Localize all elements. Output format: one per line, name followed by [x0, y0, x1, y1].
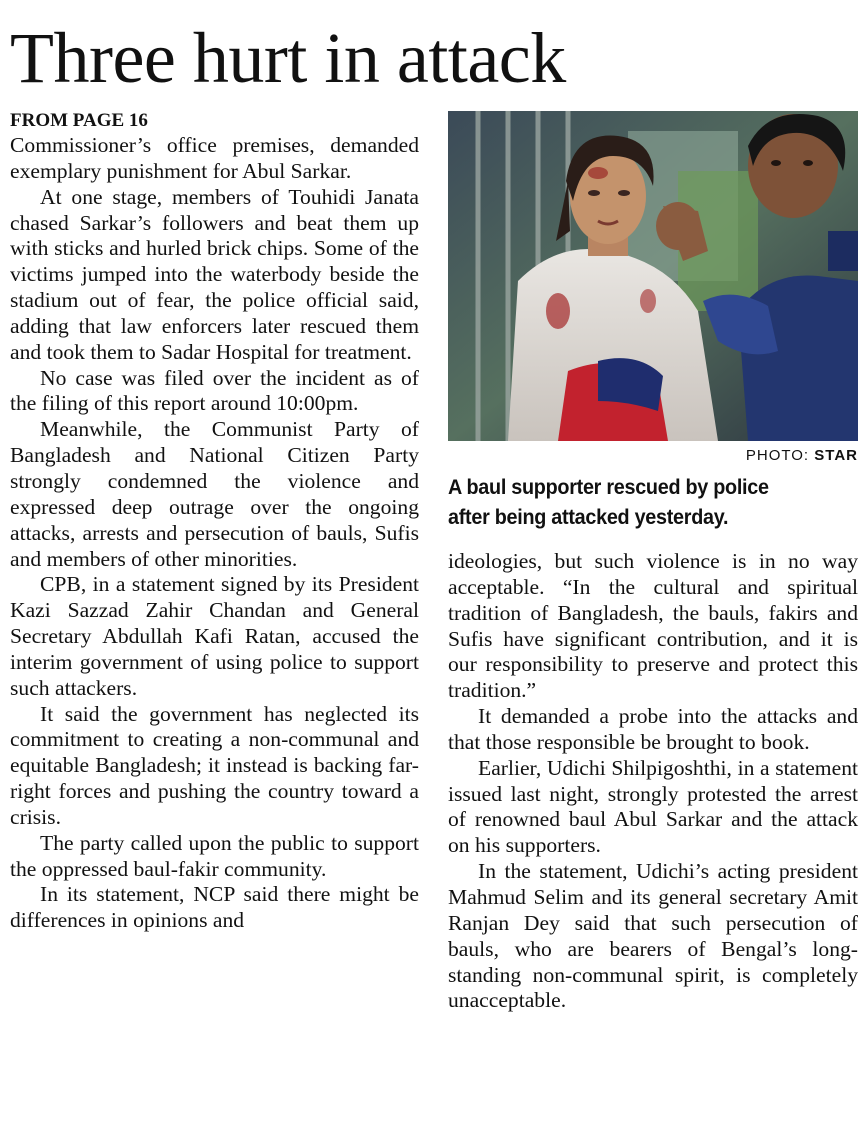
paragraph: ideologies, but such violence is in no way acceptable. “In the cultural and spiritual tradition of Bangladesh, the bauls, fakirs and Sufis have significant contribution, and it is our responsibility to preserve and protect this tradition.”: [448, 549, 858, 703]
article-column-right: [448, 549, 858, 1014]
paragraph: The party called upon the public to support the oppressed baul-fakir community.: [10, 830, 419, 881]
caption-line: after being attacked yesterday.: [448, 505, 729, 529]
news-photo: [448, 111, 858, 441]
photo-credit-source: STAR: [814, 447, 858, 464]
photo-illustration: [448, 111, 858, 441]
paragraph: Commissioner’s office premises, demanded exemplary punishment for Abul Sarkar.: [10, 133, 419, 183]
paragraph: It demanded a probe into the attacks and that those responsible be brought to book.: [448, 704, 858, 754]
paragraph: It said the government has neglected its commitment to creating a non-communal and equitable Bangladesh; it instead is backing far-right forces and pushing the country toward a crisis.: [10, 701, 419, 829]
headline: Three hurt in attack: [10, 18, 566, 98]
paragraph: In its statement, NCP said there might be differences in opinions and: [10, 882, 419, 933]
article-column-left: [10, 109, 419, 934]
paragraph: At one stage, members of Touhidi Janata chased Sarkar’s followers and beat them up with sticks and hurled brick chips. Some of the victims jumped into the waterbody beside the stadium out of fear, the police official said, adding that law enforcers later rescued them and took them to Sadar Hospital for treatment.: [10, 184, 419, 364]
caption-line: A baul supporter rescued by police: [448, 475, 769, 499]
jump-line: FROM PAGE 16: [10, 110, 148, 131]
photo-credit-prefix: PHOTO:: [745, 447, 810, 464]
paragraph: In the statement, Udichi’s acting president Mahmud Selim and its general secretary Amit Ranjan Dey said that such persecution of bauls, who are bearers of Bengal’s long-standing non-communal spirit, is completely unacceptable.: [448, 859, 858, 1013]
paragraph: Meanwhile, the Communist Party of Bangladesh and National Citizen Party strongly condemned the violence and expressed deep outrage over the ongoing attacks, arrests and persecution of bauls, Sufis and members of other minorities.: [10, 417, 419, 571]
photo-credit: [448, 447, 858, 464]
paragraph: Earlier, Udichi Shilpigoshthi, in a statement issued last night, strongly protested the arrest of renowned baul Abul Sarkar and the attack on his supporters.: [448, 755, 858, 858]
photo-caption: [448, 472, 825, 532]
paragraph: No case was filed over the incident as of the filing of this report around 10:00pm.: [10, 365, 419, 416]
paragraph: CPB, in a statement signed by its President Kazi Sazzad Zahir Chandan and General Secretary Abdullah Kafi Ratan, accused the interim government of using police to support such attackers.: [10, 572, 419, 700]
